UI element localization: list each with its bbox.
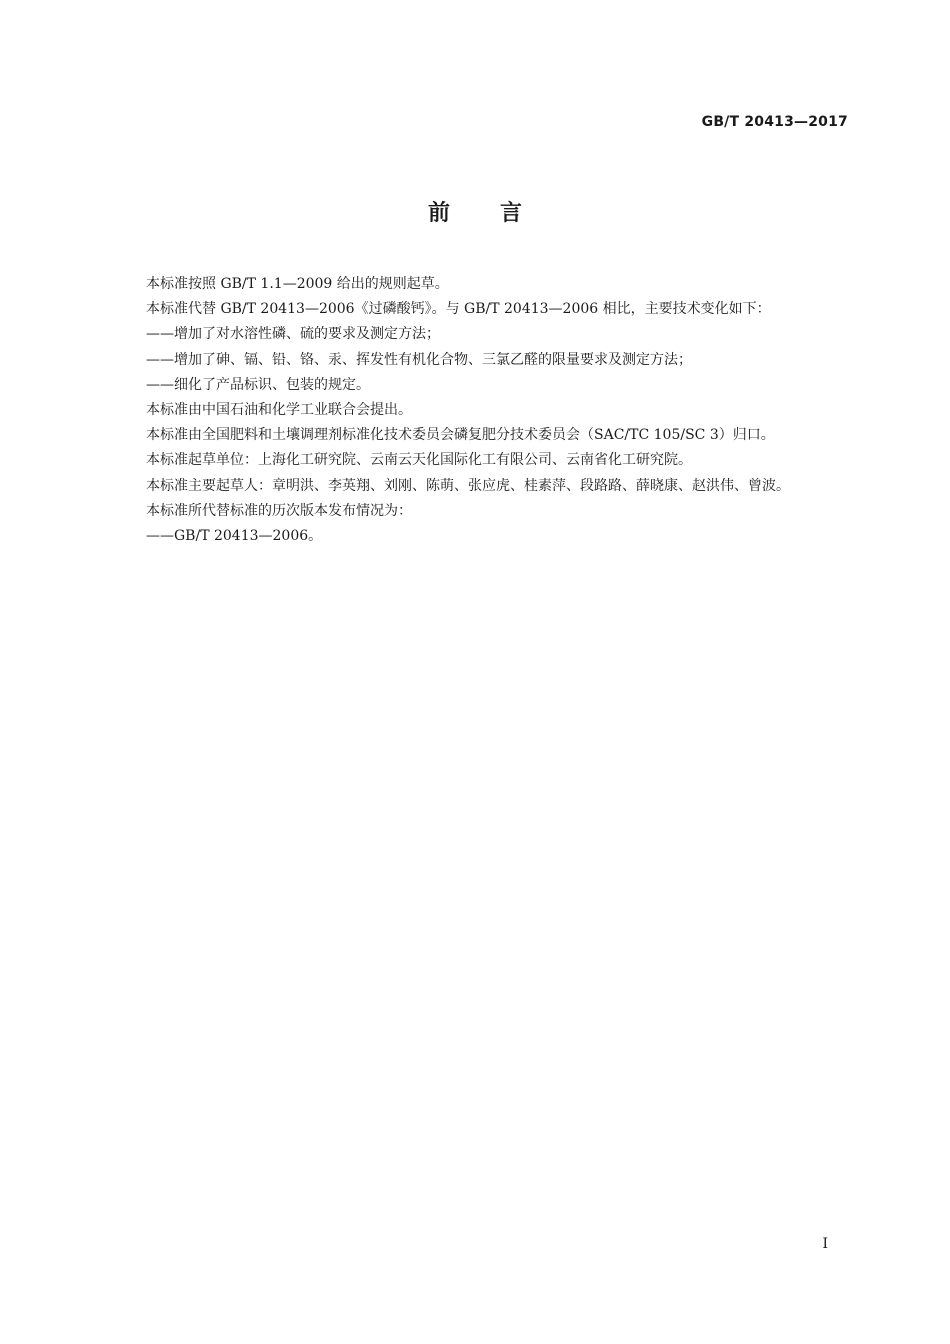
list-item-change-2: ——增加了砷、镉、铅、铬、汞、挥发性有机化合物、三氯乙醛的限量要求及测定方法；	[146, 351, 692, 368]
page-title: 前言	[427, 201, 572, 226]
list-item-change-3: ——细化了产品标识、包装的规定。	[146, 376, 370, 393]
paragraph-drafting-units: 本标准起草单位：上海化工研究院、云南云天化国际化工有限公司、云南省化工研究院。	[146, 452, 692, 469]
list-item-change-1: ——增加了对水溶性磷、硫的要求及测定方法；	[146, 326, 440, 343]
paragraph-replaces: 本标准代替 GB/T 20413—2006《过磷酸钙》。与 GB/T 20413—2006 相比，主要技术变化如下：	[146, 301, 771, 318]
foreword-body	[116, 272, 850, 549]
paragraph-drafters: 本标准主要起草人：章明洪、李英翔、刘刚、陈萌、张应虎、桂素萍、段路路、薛晓康、赵洪伟、曾波。	[146, 477, 790, 494]
paragraph-history: 本标准所代替标准的历次版本发布情况为：	[146, 502, 412, 519]
paragraph-drafting-rules: 本标准按照 GB/T 1.1—2009 给出的规则起草。	[146, 276, 449, 292]
standard-code: GB/T 20413—2017	[701, 114, 848, 130]
paragraph-administered-by: 本标准由全国肥料和土壤调理剂标准化技术委员会磷复肥分技术委员会（SAC/TC 105/SC 3）归口。	[146, 427, 775, 444]
list-item-previous-version: ——GB/T 20413—2006。	[146, 528, 323, 545]
paragraph-proposed-by: 本标准由中国石油和化学工业联合会提出。	[146, 402, 412, 419]
page-number: I	[822, 1236, 828, 1252]
